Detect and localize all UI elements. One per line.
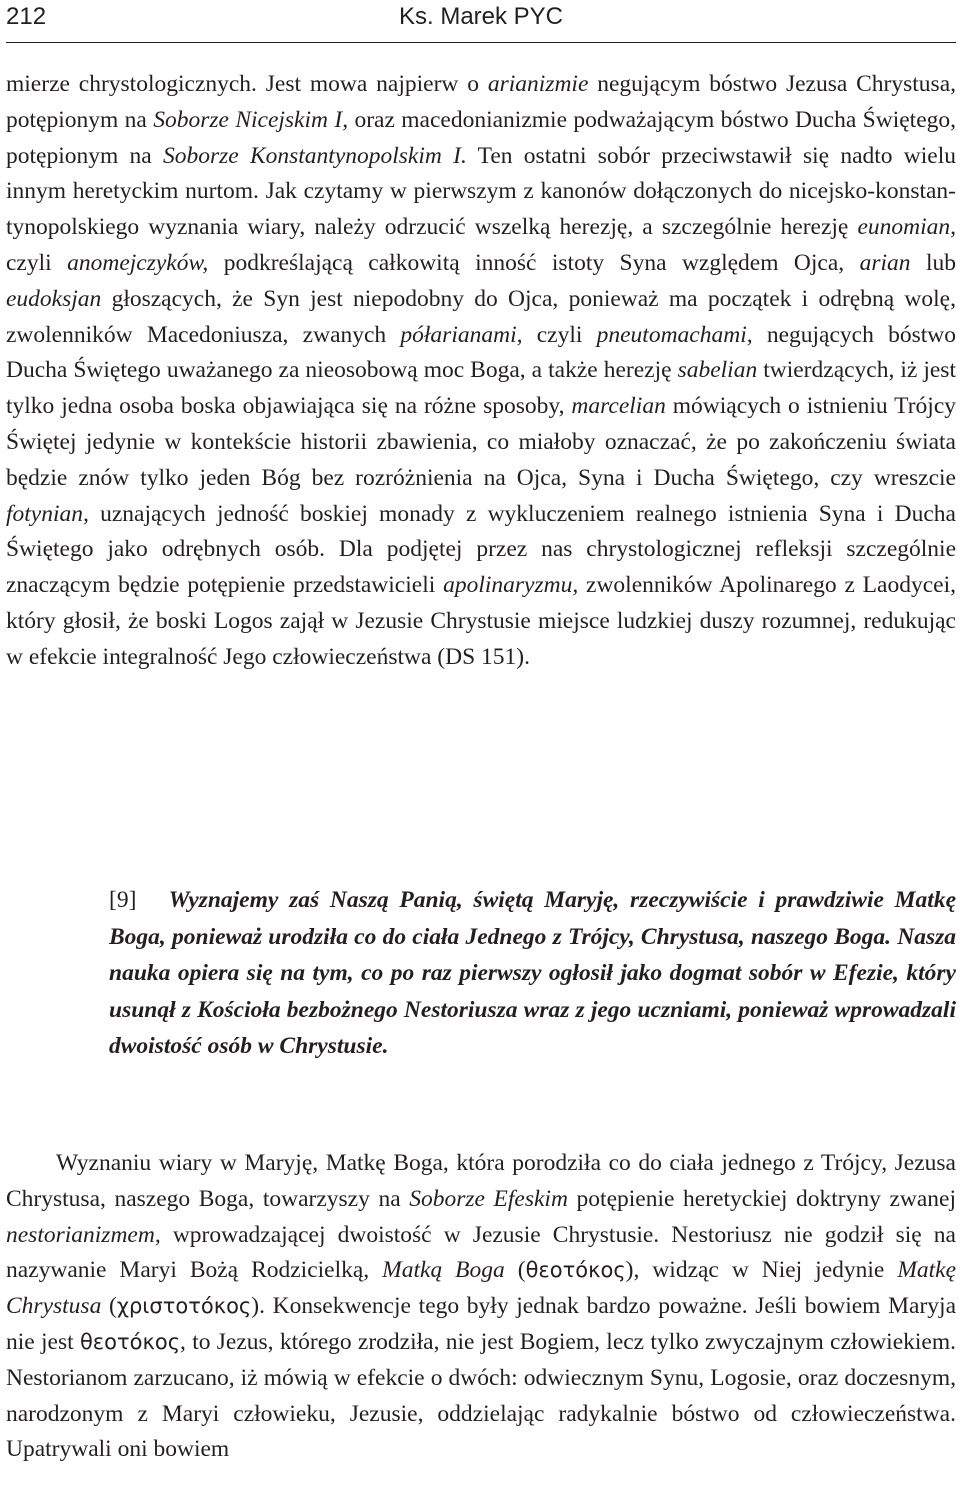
text-run: podkreślającą całkowitą inność istoty Syna względem Ojca, [208,249,860,276]
text-run: , to Jezus, którego zrodziła, nie jest Bogiem, lecz tylko zwyczajnym człowiekiem. Nestorianom zarzucano, iż mówią w efekcie o dwóch: odwiecznym Synu, Logosie, oraz doczesnym, narodzonym z Maryi człowieku, Jezusie, oddzielając radykalnie bóstwo od człowieczeństwa. Upatrywali oni bowiem [6,1328,956,1463]
italic-term: Matkę Chrystusa [6,1257,957,1320]
text-run: mierze chrystologicznych. Jest mowa najpierw o [6,71,488,97]
text-run: negującym bóstwo Jezusa Chrystusa, potępionym na [6,71,957,133]
canon-quote [109,882,956,1065]
text-run: ), widząc w Niej jedynie [625,1257,898,1284]
text-run: Ten ostatni sobór przeciwstawił się nadto wielu innym heretyckim nurtom. Jak czytamy w pierwszym z kanonów dołączonych do nicejsko-konstantynopolskiego wyznania wiary, należy odrzucić wszelką herezję, a szczególnie herezję [6,142,956,241]
body-paragraph-2 [6,1146,956,1468]
text-run: negujących bóstwo Ducha Świętego uważanego za nieosobową moc Boga, a także herezję [6,321,956,384]
page-number: 212 [6,3,47,30]
text-run: wprowadzającej dwoistość w Jezusie Chrystusie. Nestoriusz nie godził się na nazywanie Maryi Bożą Rodzicielką, [6,1221,956,1284]
italic-term: Soborze Efeskim [409,1185,568,1212]
italic-term: eunomian, [857,214,956,241]
italic-term: nestorianizmem, [6,1221,161,1248]
greek-term: θεοτόκος [525,1258,626,1283]
header-rule [6,42,956,43]
italic-term: apolinaryzmu, [443,572,579,599]
italic-term: eudoksjan [6,285,102,312]
italic-term: Soborze Nicejskim I, [153,106,349,133]
text-run: ( [101,1293,117,1320]
text-run: głoszących, że Syn jest niepodobny do Ojca, ponieważ ma początek i odrębną wolę, zwolenników Macedoniusza, zwanych [6,285,956,348]
greek-term: χριστοτόκος [116,1294,252,1319]
text-run: ). Konsekwencje tego były jednak bardzo poważne. Jeśli bowiem Maryja nie jest [6,1293,957,1355]
italic-term: marcelian [571,393,666,420]
italic-term: pneutomachami, [596,321,753,348]
running-head [6,2,956,32]
text-run: twierdzących, iż jest tylko jedna osoba boska objawiająca się na różne sposoby, [6,357,956,420]
running-head-author: Ks. Marek PYC [398,3,564,30]
greek-term: θεοτόκος [79,1329,181,1354]
italic-term: Soborze Konstantynopolskim I. [162,142,467,169]
text-run: uznających jedność boskiej monady z wykluczeniem realnego istnienia Syna i Ducha Świętego jako odrębnych osób. Dla podjętej przez nas chrystologicznej refleksji szczególnie znaczącym będzie potępienie przedstawicieli [6,500,956,599]
paragraph [6,67,956,676]
text-run: lub [910,249,956,276]
quote-text: Wyznajemy zaś Naszą Panią, świętą Maryję, rzeczywiście i prawdziwie Matkę Boga, ponieważ urodziła co do ciała Jednego z Trójcy, Chrystusa, naszego Boga. Nasza nauka opiera się na tym, co po raz pierwszy ogłosił jako dogmat sobór w Efezie, który usunął z Kościoła bezbożnego Nestoriusza wraz z jego uczniami, ponieważ wprowadzali dwoistość osób w Chrystusie. [109,887,957,1059]
paragraph [6,1146,956,1468]
text-run: potępienie heretyckiej doktryny zwanej [567,1185,956,1212]
italic-term: arianizmie [487,71,589,97]
text-run: czyli [6,249,68,276]
quote-paragraph [109,882,956,1065]
text-run: mówiących o istnieniu Trójcy Świętej jedynie w kontekście historii zbawienia, co miałoby oznaczać, że po zakończeniu świata będzie znów tylko jeden Bóg bez rozróżnienia na Ojca, Syna i Ducha Świętego, czy wreszcie [6,393,956,491]
text-run: oraz macedonianizmie podważającym bóstwo Ducha Świętego, potępionym na [6,106,957,169]
italic-term: półarianami, [400,321,523,348]
italic-term: fotynian, [6,500,89,527]
body-paragraph-1 [6,67,956,676]
italic-term: sabelian [677,357,758,384]
text-run: Wyznaniu wiary w Maryję, Matkę Boga, która porodziła co do ciała jednego z Trójcy, Jezusa Chrystusa, naszego Boga, towarzyszy na [6,1150,956,1212]
italic-term: Matką Boga [382,1257,505,1284]
canon-number: [9] [109,887,137,913]
text-run: ( [504,1257,526,1284]
text-run: zwolenników Apolinarego z Laodycei, który głosił, że boski Logos zajął w Jezusie Chrystusie miejsce ludzkiej duszy rozumnej, redukując w efekcie integralność Jego człowieczeństwa (DS 151). [6,572,956,670]
text-run: czyli [522,321,597,348]
italic-term: arian [859,249,911,276]
italic-term: anomejczyków, [67,249,209,276]
